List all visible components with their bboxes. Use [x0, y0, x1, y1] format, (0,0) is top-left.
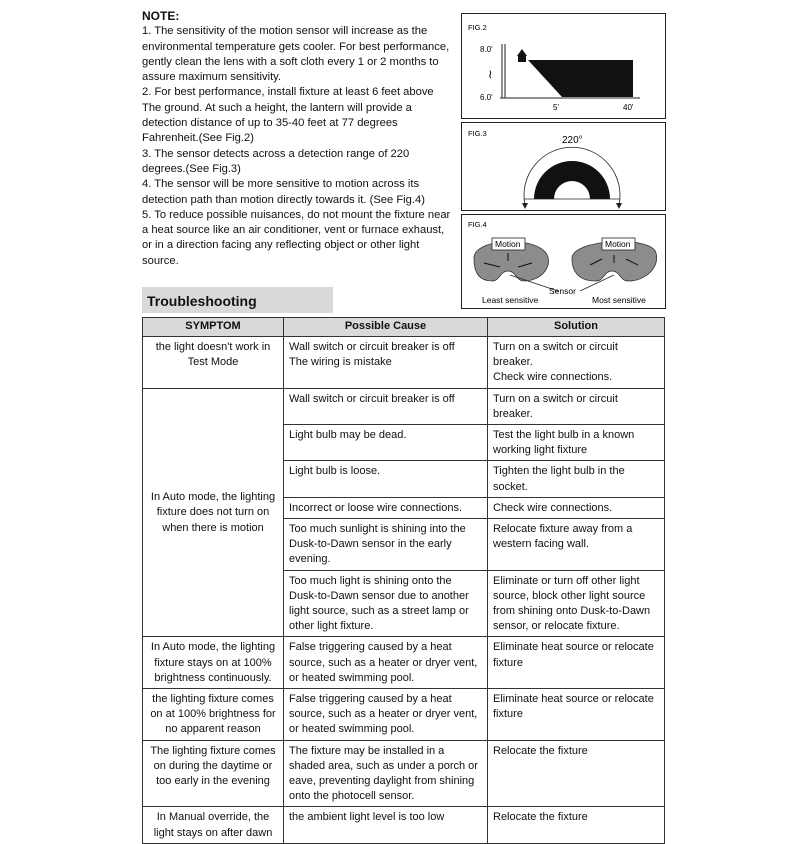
cause-cell: Incorrect or loose wire connections.: [284, 497, 488, 518]
cause-cell: Too much light is shining onto the Dusk-to-Dawn sensor due to another light source, such as a street lamp or other light fixture.: [284, 570, 488, 637]
fig2-distance-far: 40': [623, 103, 634, 112]
cause-cell: The fixture may be installed in a shaded area, such as under a porch or eave, preventing daylight from shining onto the photocell sensor.: [284, 740, 488, 807]
fig3-arrow-left-icon: [522, 203, 528, 209]
header-possible-cause: Possible Cause: [284, 318, 488, 337]
table-row: [143, 637, 665, 689]
cause-line: The wiring is mistake: [289, 356, 392, 369]
fig4-diagram: [462, 215, 667, 310]
symptom-cell: the lighting fixture comes on at 100% brightness for no apparent reason: [143, 689, 284, 741]
fig2-label: FIG.2: [468, 23, 487, 32]
table-header-row: [143, 318, 665, 337]
fig3-label: FIG.3: [468, 129, 487, 138]
cause-cell: Too much sunlight is shining into the Dusk-to-Dawn sensor in the early evening.: [284, 519, 488, 571]
solution-cell: Eliminate or turn off other light source, block other light source from shining onto Dusk-to-Dawn sensor, or relocate fixture.: [488, 570, 665, 637]
cause-cell: [284, 337, 488, 389]
fig3-arrow-right-icon: [616, 203, 622, 209]
figure-3-detection-range: [461, 122, 666, 211]
note-item-4: 4. The sensor will be more sensitive to motion across its detection path than motion directly towards it. (See Fig.4): [142, 178, 425, 206]
fig4-least-label: Least sensitive: [482, 295, 539, 305]
cause-line: Wall switch or circuit breaker is off: [289, 341, 455, 353]
table-row: [143, 337, 665, 389]
figure-4-sensitivity: [461, 214, 666, 309]
symptom-cell: In Auto mode, the lighting fixture does not turn on when there is motion: [143, 388, 284, 637]
solution-line: Check wire connections.: [493, 371, 613, 384]
fig4-label: FIG.4: [468, 220, 487, 229]
symptom-cell: In Auto mode, the lighting fixture stays on at 100% brightness continuously.: [143, 637, 284, 689]
fig4-motion-label-left: Motion: [495, 239, 521, 249]
header-solution: Solution: [488, 318, 665, 337]
solution-cell: Relocate fixture away from a western facing wall.: [488, 519, 665, 571]
cause-cell: False triggering caused by a heat source, such as a heater or dryer vent, or heated swimming pool.: [284, 637, 488, 689]
table-row: [143, 689, 665, 741]
cause-cell: False triggering caused by a heat source, such as a heater or dryer vent, or heated swimming pool.: [284, 689, 488, 741]
fig4-sensor-label: Sensor: [549, 286, 576, 296]
cause-cell: the ambient light level is too low: [284, 807, 488, 843]
header-symptom: SYMPTOM: [143, 318, 284, 337]
note-item-2: 2. For best performance, install fixture at least 6 feet above The ground. At such a height, the lantern will provide a detection distance of up to 35-40 feet at 77 degrees Fahrenheit.(See Fig.2): [142, 86, 434, 145]
fig2-break-symbol: ≀: [488, 67, 493, 81]
cause-cell: Light bulb may be dead.: [284, 425, 488, 461]
fig2-lamp-body: [518, 56, 526, 62]
table-row: [143, 807, 665, 843]
cause-cell: Light bulb is loose.: [284, 461, 488, 497]
fig4-motion-label-right: Motion: [605, 239, 631, 249]
note-item-3: 3. The sensor detects across a detection range of 220 degrees.(See Fig.3): [142, 147, 410, 175]
troubleshooting-table: [142, 317, 665, 844]
solution-cell: Relocate the fixture: [488, 807, 665, 843]
cause-cell: Wall switch or circuit breaker is off: [284, 388, 488, 424]
table-row: [143, 740, 665, 807]
note-item-5: 5. To reduce possible nuisances, do not mount the fixture near a heat source like an air conditioner, vent or furnace exhaust, or in a direction facing any reflecting object or other light source.: [142, 208, 451, 267]
fig2-height-bottom: 6.0': [480, 93, 493, 102]
fig2-detection-zone: [528, 60, 633, 97]
symptom-cell: the light doesn't work in Test Mode: [143, 337, 284, 389]
solution-cell: Eliminate heat source or relocate fixture: [488, 689, 665, 741]
symptom-cell: In Manual override, the light stays on after dawn: [143, 807, 284, 843]
fig3-detection-arc: [534, 161, 610, 199]
solution-cell: [488, 337, 665, 389]
solution-cell: Tighten the light bulb in the socket.: [488, 461, 665, 497]
fig3-angle-label: 220°: [562, 135, 583, 146]
table-row: [143, 388, 665, 424]
fig3-diagram: [462, 123, 667, 212]
solution-cell: Eliminate heat source or relocate fixture: [488, 637, 665, 689]
figure-2-mounting-height: [461, 13, 666, 119]
troubleshooting-title: Troubleshooting: [147, 293, 257, 309]
fig4-most-label: Most sensitive: [592, 295, 646, 305]
solution-cell: Test the light bulb in a known working light fixture: [488, 425, 665, 461]
fig2-diagram: [462, 14, 667, 120]
solution-cell: Relocate the fixture: [488, 740, 665, 807]
fig2-lamp-icon: [517, 49, 527, 56]
note-section: [142, 9, 454, 269]
symptom-cell: The lighting fixture comes on during the daytime or too early in the evening: [143, 740, 284, 807]
note-item-1: 1. The sensitivity of the motion sensor will increase as the environmental temperature gets cooler. For best performance, gently clean the lens with a soft cloth every 1 or 2 months to assure maximum sensitivity.: [142, 25, 450, 84]
solution-line: Turn on a switch or circuit breaker.: [493, 341, 618, 369]
fig2-distance-near: 5': [553, 103, 559, 112]
solution-cell: Check wire connections.: [488, 497, 665, 518]
solution-cell: Turn on a switch or circuit breaker.: [488, 388, 665, 424]
fig2-height-top: 8.0': [480, 45, 493, 54]
note-title: NOTE:: [142, 9, 180, 23]
